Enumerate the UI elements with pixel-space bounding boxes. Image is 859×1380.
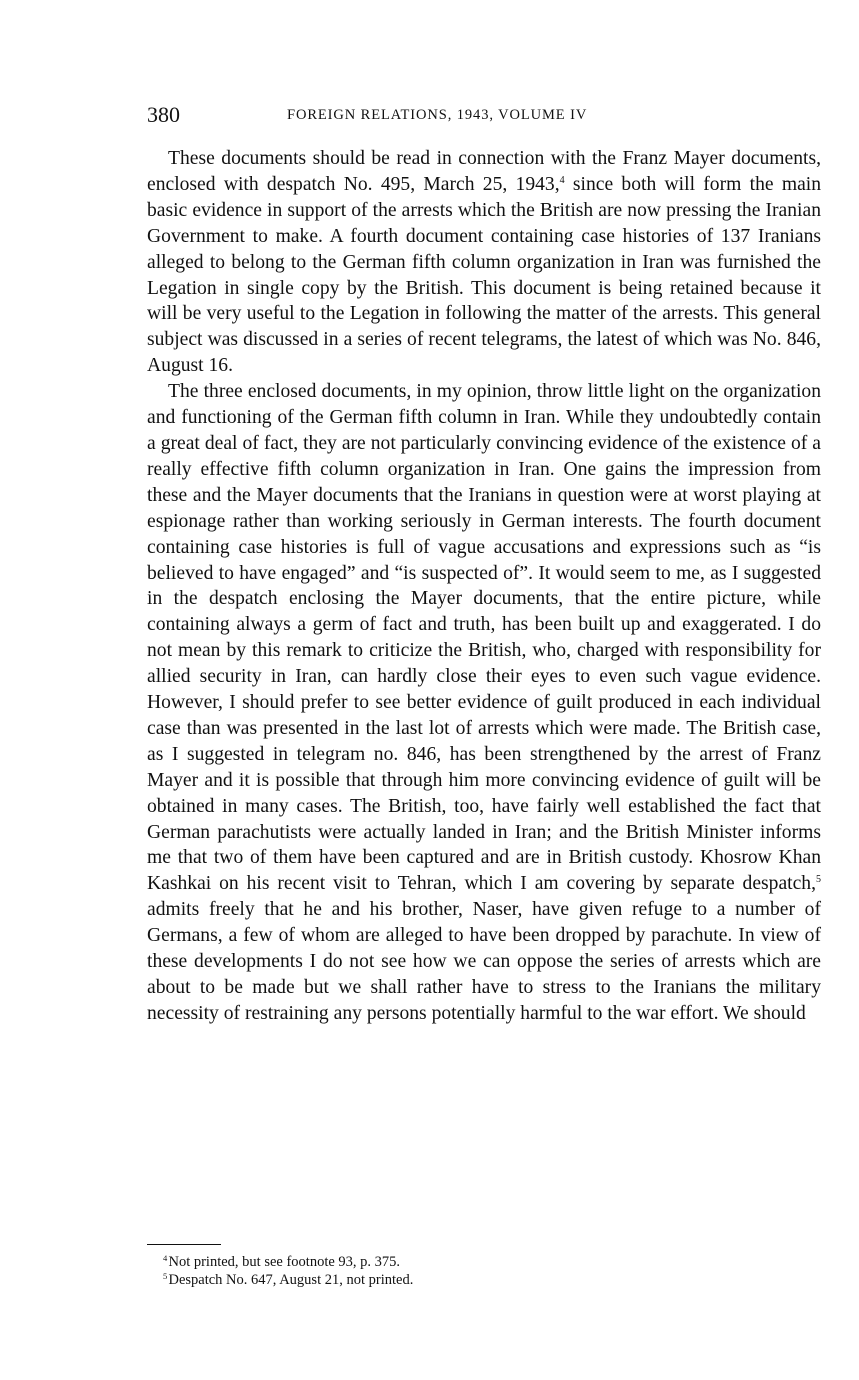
paragraph-text: These documents should be read in connection with the Franz Mayer documents, enclosed with despatch No. 495, March 25, 1943, [147, 148, 821, 195]
footnote-reference: 5 [816, 874, 821, 886]
footnote [163, 1253, 803, 1271]
footnotes [163, 1253, 803, 1289]
footnote-text: Despatch No. 647, August 21, not printed. [168, 1272, 414, 1288]
paragraph-text: The three enclosed documents, in my opinion, throw little light on the organization and functioning of the German fifth column in Iran. While they undoubtedly contain a great deal of fact, they are not particularly convincing evidence of the existence of a really effective fifth column organization in Iran. One gains the impression from these and the Mayer documents that the Iranians in question were at worst playing at espionage rather than working seriously in German interests. The fourth document containing case histories is full of vague accusations and expressions such as “is believed to have engaged” and “is suspected of”. It would seem to me, as I suggested in the despatch enclosing the Mayer documents, that the entire picture, while containing always a germ of fact and truth, has been built up and exaggerated. I do not mean by this remark to criticize the British, who, charged with responsibility for allied security in Iran, can hardly close their eyes to even such vague evidence. However, I should prefer to see better evidence of guilt produced in each individual case than was presented in the last lot of arrests which were made. The British case, as I suggested in telegram no. 846, has been strengthened by the arrest of Franz Mayer and it is possible that through him more convincing evidence of guilt will be obtained in many cases. The British, too, have fairly well established the fact that German parachutists were actually landed in Iran; and the British Minister informs me that two of them have been captured and are in British custody. Khosrow Khan Kashkai on his recent visit to Tehran, which I am covering by separate despatch, [147, 381, 821, 895]
page-header [147, 102, 821, 132]
footnote-marker: 4 [163, 1253, 168, 1263]
footnote-text: Not printed, but see footnote 93, p. 375. [168, 1254, 401, 1270]
footnote [163, 1271, 803, 1289]
paragraph-text: since both will form the main basic evidence in support of the arrests which the British are now pressing the Iranian Government to make. A fourth document containing case histories of 137 Iranians alleged to belong to the German fifth column organization in Iran was furnished the Legation in single copy by the British. This document is being retained because it will be very useful to the Legation in following the matter of the arrests. This general subject was discussed in a series of recent telegrams, the latest of which was No. 846, August 16. [147, 173, 822, 377]
running-title: FOREIGN RELATIONS, 1943, VOLUME IV [287, 107, 588, 123]
footnote-divider [147, 1244, 221, 1245]
page-number: 380 [147, 102, 180, 127]
paragraph [147, 379, 821, 1027]
body-text [147, 146, 821, 1027]
paragraph-text: admits freely that he and his brother, Naser, have given refuge to a number of Germans, a few of whom are alleged to have been dropped by parachute. In view of these developments I do not see how we can oppose the series of arrests which are about to be made but we shall rather have to stress to the Iranians the military necessity of restraining any persons potentially harmful to the war effort. We should [147, 899, 821, 1024]
footnote-reference: 4 [559, 174, 565, 186]
footnote-marker: 5 [163, 1271, 168, 1281]
paragraph [147, 146, 821, 379]
